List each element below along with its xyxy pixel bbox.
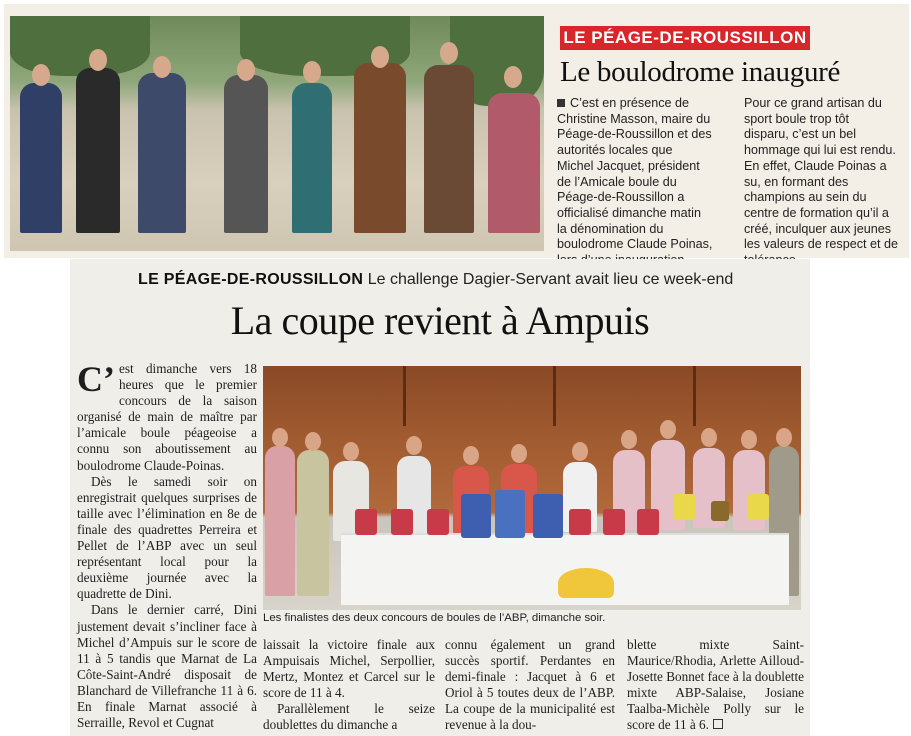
text-line: boulodrome Claude Poinas, xyxy=(557,237,713,252)
gift-basket xyxy=(569,509,591,535)
person-figure xyxy=(138,73,186,233)
text-line: hommage qui lui est rendu. xyxy=(744,143,896,158)
text-line: Pour ce grand artisan du xyxy=(744,96,882,110)
person-head xyxy=(303,61,321,83)
person-figure xyxy=(297,450,329,596)
paragraph: Dans le dernier carré, Dini justement devait s’incliner face à Michel d’Ampuis sur le score de 11 à 5 tandis que Marnat de La Côte-Saint-André disposait de Blanchard de Villefranche 11 à 6. En finale Marnat associé à Serraille, Revol et Cugnat xyxy=(77,602,257,731)
paragraph: est dimanche vers 18 heures que le premier concours de la saison organisé de main de maître par l’amicale boule péageoise a connu son aboutissement au boulodrome Claude-Poinas. xyxy=(77,361,257,473)
paragraph: laissait la victoire finale aux Ampuisais Michel, Serpollier, Mertz, Montez et Carcel sur le score de 11 à 4. xyxy=(263,637,435,701)
photo-caption: Les finalistes des deux concours de boules de l’ABP, dimanche soir. xyxy=(263,612,606,624)
gift-basket xyxy=(533,494,563,538)
person-head xyxy=(621,430,637,449)
person-head xyxy=(701,428,717,447)
person-head xyxy=(741,430,757,449)
gift-basket xyxy=(461,494,491,538)
article-column-1 xyxy=(77,361,257,731)
text-line: Péage-de-Roussillon et des xyxy=(557,127,712,142)
text-line: les valeurs de respect et de xyxy=(744,237,899,252)
person-head xyxy=(89,49,107,71)
person-figure xyxy=(488,93,540,233)
paragraph: Dès le samedi soir on enregistrait quelques surprises de taille avec l’élimination en 8e de finale des quadrettes Perreira et Pellet de l’ABP avec un seul représentant local pour la deuxième journée avec la quadrette de Dini. xyxy=(77,473,257,602)
paragraph: blette mixte Saint-Maurice/Rhodia, Arlette Ailloud-Josette Bonnet face à la doublette mixte ABP-Salaise, Josiane Taalba-Michèle Polly sur le score de 11 à 6. xyxy=(627,637,804,733)
tree-shape xyxy=(10,16,150,76)
gift-basket xyxy=(427,509,449,535)
text-line: de l’Amicale boule du xyxy=(557,174,677,189)
finalists-photo xyxy=(263,366,801,610)
gift-basket xyxy=(495,490,525,538)
person-figure xyxy=(354,63,406,233)
person-figure xyxy=(292,83,332,233)
top-clipping xyxy=(4,4,909,258)
person-head xyxy=(463,446,479,465)
bullet-square-icon xyxy=(557,99,565,107)
gift-basket xyxy=(603,509,625,535)
trophy-cup xyxy=(711,501,729,521)
text-line: disparu, c’est un bel xyxy=(744,127,857,142)
article-column-3 xyxy=(445,637,615,734)
main-headline: La coupe revient à Ampuis xyxy=(230,298,650,343)
text-line: autorités locales que xyxy=(557,143,673,158)
roof-beam xyxy=(553,366,556,426)
text-line: En effet, Claude Poinas a xyxy=(744,158,887,173)
person-head xyxy=(32,64,50,86)
top-article-column-2 xyxy=(744,96,909,269)
bottom-clipping xyxy=(70,259,810,736)
location-banner: LE PÉAGE-DE-ROUSSILLON xyxy=(560,26,810,50)
text-line: Michel Jacquet, président xyxy=(557,158,700,173)
text-line: su, en formant des xyxy=(744,174,849,189)
person-head xyxy=(776,428,792,447)
kicker-text: Le challenge Dagier-Servant avait lieu ce week-end xyxy=(367,271,734,288)
text-line: champions au sein du xyxy=(744,190,867,205)
text-line: centre de formation qu’il a xyxy=(744,205,889,220)
inauguration-photo xyxy=(10,16,544,251)
person-head xyxy=(343,442,359,461)
text-line: la dénomination du xyxy=(557,221,664,236)
roof-beam xyxy=(403,366,406,426)
flower-pot xyxy=(558,568,614,598)
person-head xyxy=(406,436,422,455)
person-figure xyxy=(265,446,295,596)
person-head xyxy=(153,56,171,78)
text-line: officialisé dimanche matin xyxy=(557,205,701,220)
person-figure xyxy=(20,83,62,233)
flower-bouquet xyxy=(747,494,769,520)
text-line: sport boule trop tôt xyxy=(744,111,850,126)
text-line: créé, inculquer aux jeunes xyxy=(744,221,892,236)
person-head xyxy=(371,46,389,68)
top-headline: Le boulodrome inauguré xyxy=(560,56,841,88)
gift-basket xyxy=(391,509,413,535)
paragraph: connu également un grand succès sportif. Perdantes en demi-finale : Jacquet à 6 et Oriol à 5 toutes deux de l’ABP. La coupe de la municipalité est revenue à la dou- xyxy=(445,637,615,733)
article-column-2 xyxy=(263,637,435,734)
drop-cap: C’ xyxy=(77,359,115,399)
roof-beam xyxy=(693,366,696,426)
person-figure xyxy=(424,65,474,233)
person-head xyxy=(237,59,255,81)
gift-basket xyxy=(355,509,377,535)
article-kicker xyxy=(138,271,778,289)
kicker-location: LE PÉAGE-DE-ROUSSILLON xyxy=(138,271,364,288)
article-column-4 xyxy=(627,637,804,734)
text-line: C’est en présence de xyxy=(570,96,690,110)
person-head xyxy=(572,442,588,461)
person-head xyxy=(272,428,288,447)
person-figure xyxy=(224,75,268,233)
person-figure xyxy=(76,68,120,233)
flower-bouquet xyxy=(673,494,695,520)
gift-basket xyxy=(637,509,659,535)
top-article-column-1 xyxy=(557,96,737,269)
paragraph: Parallèlement le seize doublettes du dimanche a xyxy=(263,701,435,733)
person-head xyxy=(440,42,458,64)
person-head xyxy=(511,444,527,463)
end-square-icon xyxy=(713,719,723,729)
person-head xyxy=(305,432,321,451)
person-head xyxy=(660,420,676,439)
person-head xyxy=(504,66,522,88)
text-line: Christine Masson, maire du xyxy=(557,111,711,126)
text-line: Péage-de-Roussillon a xyxy=(557,190,685,205)
